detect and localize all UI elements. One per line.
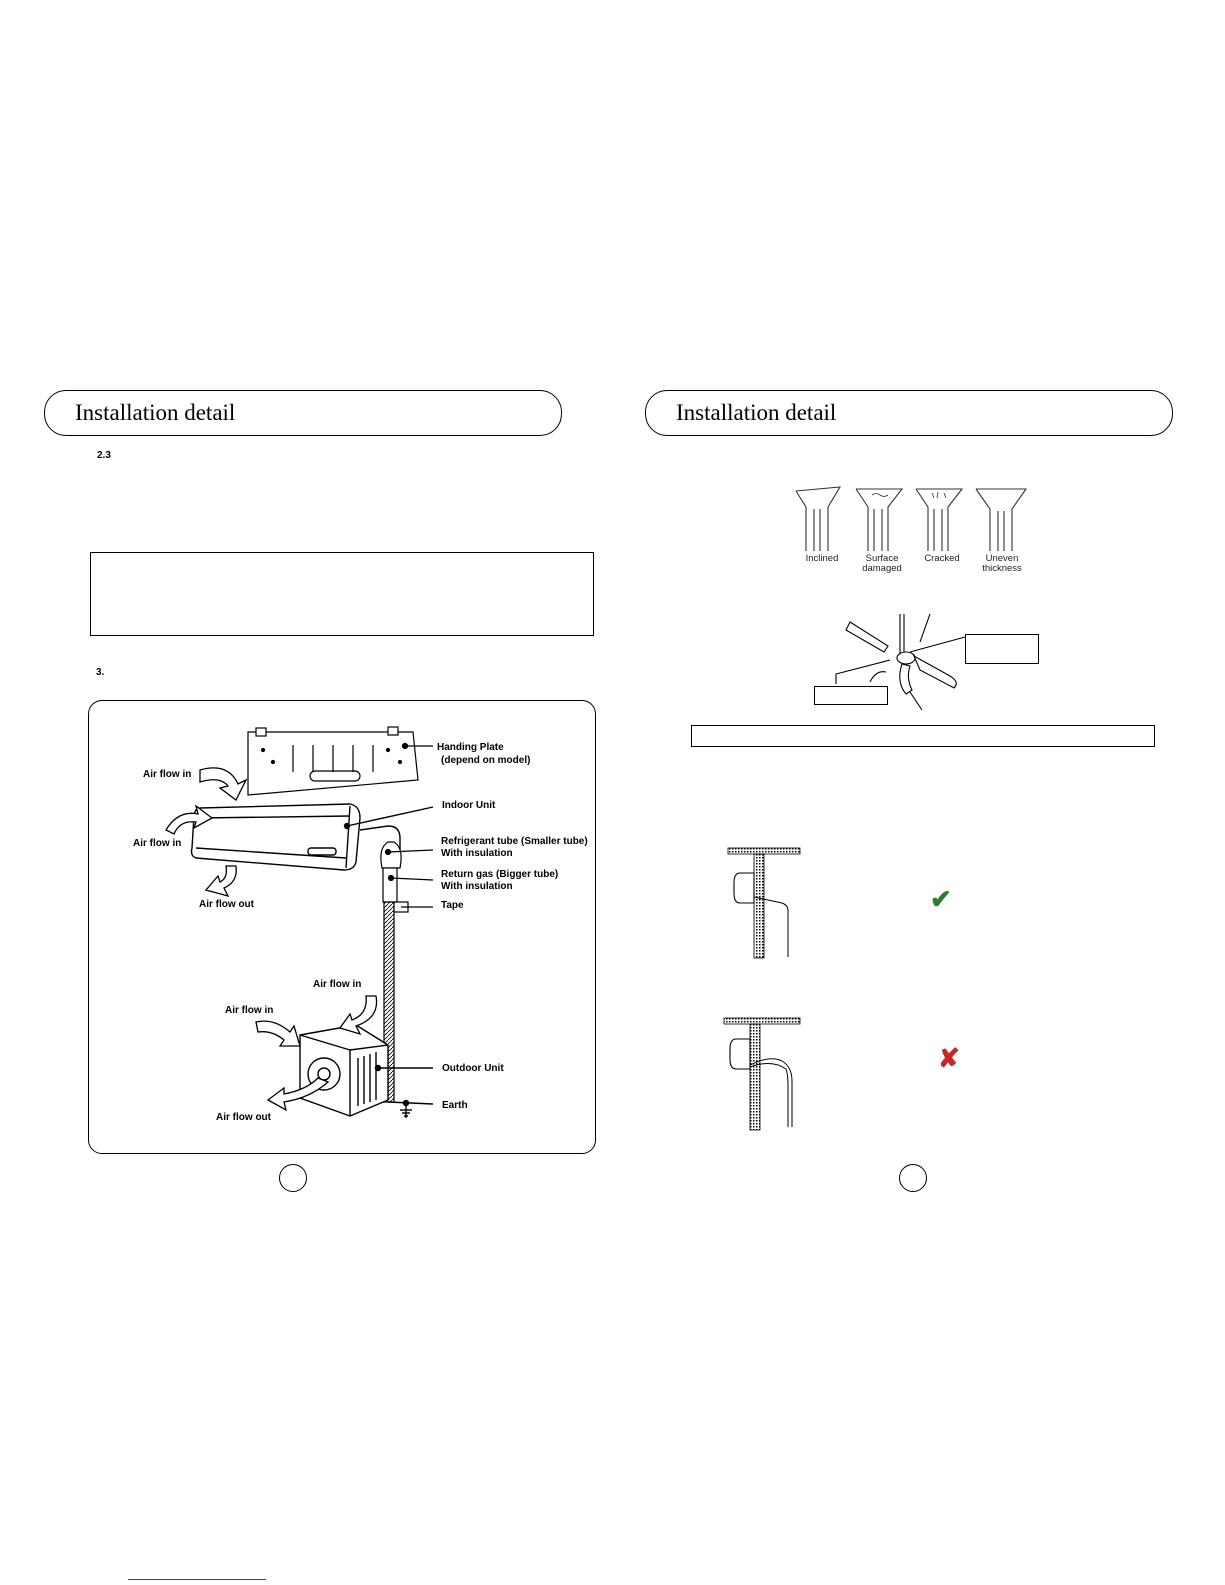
installation-diagram bbox=[88, 700, 594, 1152]
note-box bbox=[90, 552, 594, 636]
label-handing-plate-note: (depend on model) bbox=[441, 755, 531, 766]
label-air-flow-out-indoor: Air flow out bbox=[199, 899, 254, 910]
flare-uneven-thickness bbox=[976, 489, 1026, 551]
left-page-number-circle bbox=[279, 1164, 307, 1192]
left-header-pill bbox=[44, 390, 562, 436]
label-return-insulation: With insulation bbox=[441, 881, 513, 892]
label-tape: Tape bbox=[441, 900, 464, 911]
flare-label-inclined: Inclined bbox=[805, 553, 839, 564]
right-page-number-circle bbox=[899, 1164, 927, 1192]
flare-inclined bbox=[796, 487, 840, 551]
handing-plate-drawing bbox=[248, 727, 433, 795]
wrench-label-box-right bbox=[965, 634, 1039, 664]
label-outdoor-unit: Outdoor Unit bbox=[442, 1063, 504, 1074]
outdoor-unit-drawing bbox=[300, 1025, 433, 1118]
label-return-gas: Return gas (Bigger tube) bbox=[441, 869, 559, 880]
label-air-flow-out-outdoor: Air flow out bbox=[216, 1112, 271, 1123]
label-air-flow-in-outdoor-left: Air flow in bbox=[225, 1005, 274, 1016]
right-header-title: Installation detail bbox=[676, 400, 837, 425]
label-refrigerant-tube: Refrigerant tube (Smaller tube) bbox=[441, 836, 588, 847]
arrow-airflow-in-outdoor-left bbox=[256, 1021, 300, 1046]
flare-cracked bbox=[916, 489, 962, 551]
section-number: 2.3 bbox=[97, 450, 111, 461]
caution-bar bbox=[691, 725, 1155, 747]
flare-label-cracked: Cracked bbox=[924, 553, 960, 564]
flare-label-uneven-thickness: Uneven thickness bbox=[982, 553, 1022, 574]
label-indoor-unit: Indoor Unit bbox=[442, 800, 496, 811]
right-header-pill bbox=[645, 390, 1173, 436]
wrong-drain-drawing bbox=[720, 1015, 810, 1133]
arrow-airflow-out-indoor bbox=[206, 866, 236, 896]
wrench-label-box-left bbox=[814, 686, 888, 705]
section-heading: 3. bbox=[96, 667, 105, 678]
label-air-flow-in-outdoor-top: Air flow in bbox=[313, 979, 362, 990]
label-handing-plate: Handing Plate bbox=[437, 742, 504, 753]
flare-defects-drawing bbox=[790, 485, 1040, 555]
wrong-cross-icon: ✘ bbox=[938, 1043, 960, 1073]
correct-drain-drawing bbox=[720, 845, 810, 960]
label-air-flow-in-left: Air flow in bbox=[133, 838, 182, 849]
flare-surface-damaged bbox=[856, 489, 902, 551]
footer-link-underline[interactable] bbox=[128, 1579, 266, 1580]
left-header-title: Installation detail bbox=[75, 400, 236, 425]
label-air-flow-in-top: Air flow in bbox=[143, 769, 192, 780]
label-earth: Earth bbox=[442, 1100, 468, 1111]
arrow-airflow-in-top bbox=[200, 768, 246, 800]
flare-label-surface-damaged: Surface damaged bbox=[862, 553, 902, 574]
label-refrigerant-insulation: With insulation bbox=[441, 848, 513, 859]
correct-check-icon: ✔ bbox=[930, 884, 952, 914]
